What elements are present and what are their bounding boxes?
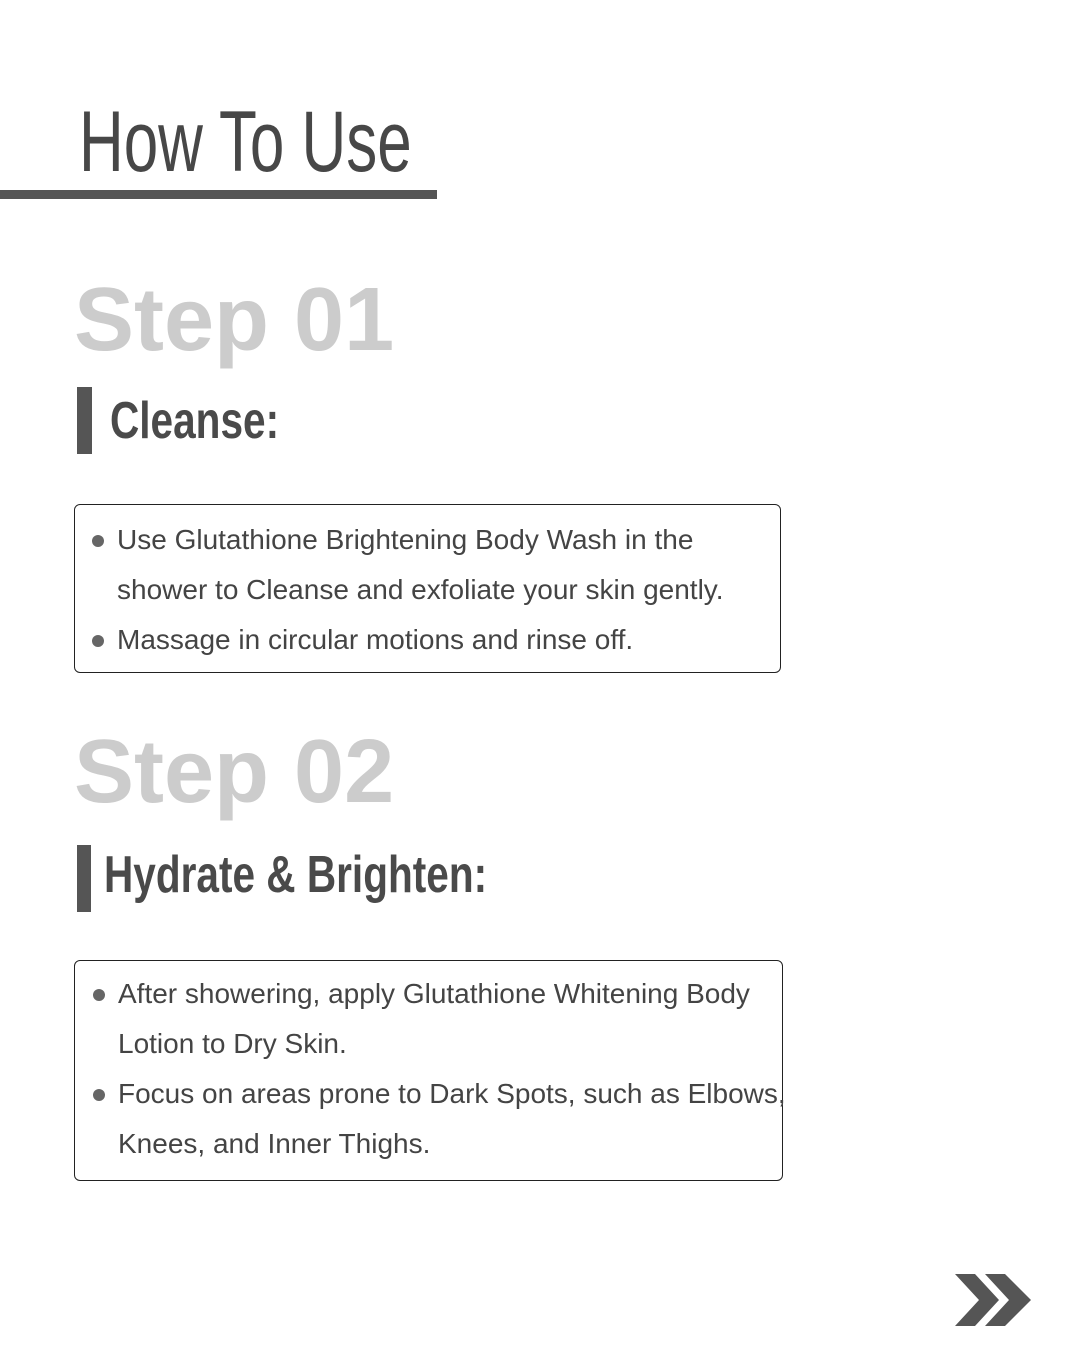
list-item-text: Massage in circular motions and rinse off. (117, 624, 634, 655)
step-2-accent-bar (77, 845, 91, 912)
double-chevron-right-icon (955, 1272, 1033, 1328)
bullet-icon (92, 535, 104, 547)
list-item (117, 615, 787, 665)
bullet-icon (93, 1089, 105, 1101)
list-item-text: After showering, apply Glutathione Whitening Body Lotion to Dry Skin. (118, 978, 750, 1059)
list-item-text: Focus on areas prone to Dark Spots, such as Elbows, Knees, and Inner Thighs. (118, 1078, 786, 1159)
step-1-instructions-box (74, 504, 781, 673)
title-underline (0, 190, 437, 199)
step-2-instructions-box (74, 960, 786, 1181)
step-2-heading: Hydrate & Brighten: (104, 846, 488, 904)
list-item (118, 1069, 788, 1169)
list-item (117, 515, 787, 615)
next-button[interactable] (955, 1272, 1033, 1328)
list-item (118, 969, 788, 1069)
step-2-number: Step 02 (74, 722, 395, 822)
list-item-text: Use Glutathione Brightening Body Wash in the shower to Cleanse and exfoliate your skin gently. (117, 524, 724, 605)
bullet-icon (92, 635, 104, 647)
page-title: How To Use (79, 94, 412, 190)
step-1-accent-bar (77, 387, 92, 454)
bullet-icon (93, 989, 105, 1001)
step-1-number: Step 01 (74, 270, 395, 370)
step-1-heading: Cleanse: (110, 392, 280, 450)
